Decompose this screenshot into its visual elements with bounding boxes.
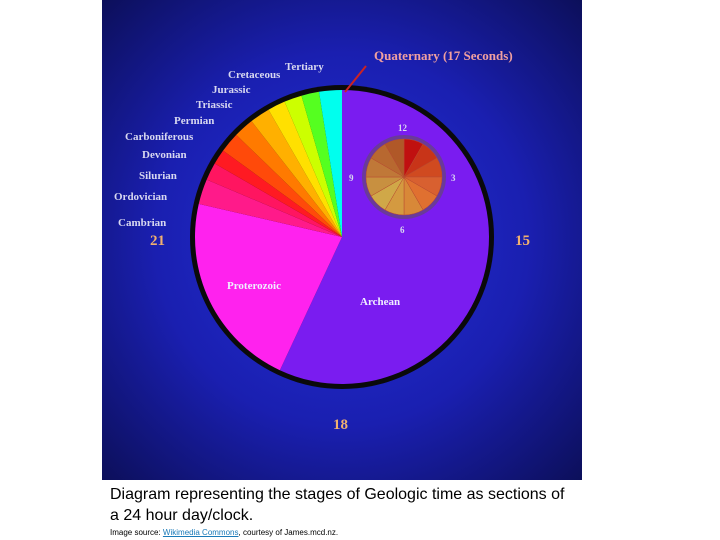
figure-caption: Diagram representing the stages of Geologic time as sections of a 24 hour day/clock. [110,486,565,524]
inset-number-6: 6 [400,225,405,235]
jurassic-label: Jurassic [212,84,251,96]
credit-suffix: , courtesy of James.mcd.nz. [238,528,339,537]
inset-number-9: 9 [349,173,354,183]
inset-number-12: 12 [398,123,407,133]
silurian-label: Silurian [139,170,177,182]
tertiary-label: Tertiary [285,61,324,73]
credit-prefix: Image source: [110,528,163,537]
ordovician-label: Ordovician [114,191,168,203]
carboniferous-label: Carboniferous [125,131,194,143]
clock-number-15: 15 [515,233,530,249]
permian-label: Permian [174,115,215,127]
proterozoic-label: Proterozoic [227,280,281,292]
cretaceous-label: Cretaceous [228,69,281,81]
cambrian-label: Cambrian [118,217,167,229]
image-credit [110,528,338,537]
quaternary-label: Quaternary (17 Seconds) [374,48,513,63]
triassic-label: Triassic [196,99,233,111]
geologic-clock-diagram [102,0,582,480]
inset-number-3: 3 [451,173,456,183]
archean-label: Archean [360,296,401,308]
wikimedia-commons-link[interactable]: Wikimedia Commons [162,528,239,537]
clock-number-18: 18 [333,417,348,433]
diagram-panel [102,0,582,480]
devonian-label: Devonian [142,149,187,161]
clock-number-21: 21 [150,233,165,249]
